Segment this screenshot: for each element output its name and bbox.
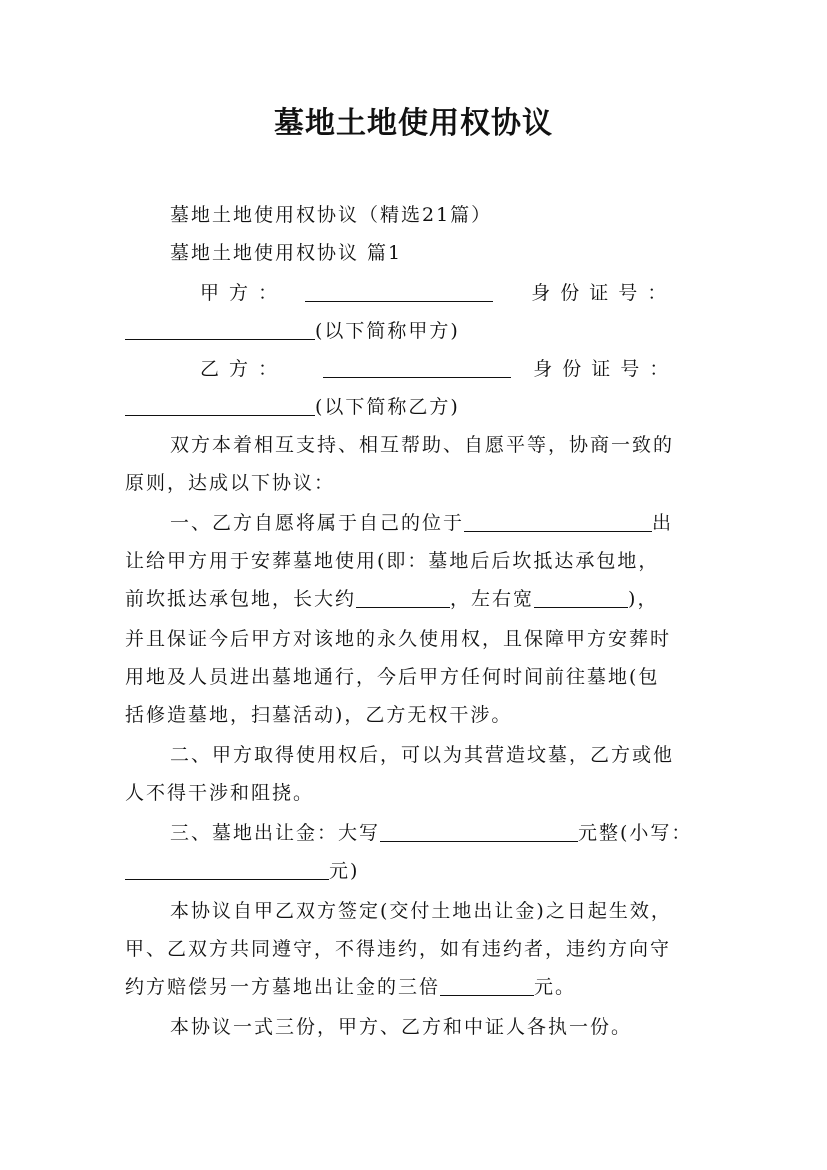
party-a-line: [200, 278, 715, 305]
text-fragment: 元): [329, 860, 360, 882]
text-line: 并且保证今后甲方对该地的永久使用权，且保障甲方安葬时: [125, 628, 672, 650]
blank-field: [125, 396, 315, 416]
text-line: [125, 584, 715, 611]
id-number-label: 身 份 证 号 ：: [533, 358, 671, 380]
party-a-label: 甲 方 ：: [200, 282, 280, 304]
id-number-label: 身 份 证 号 ：: [531, 282, 669, 304]
blank-field: [464, 512, 652, 532]
text-line: 用地及人员进出墓地通行，今后甲方任何时间前往墓地(包: [125, 666, 660, 688]
text-line: 括修造墓地，扫墓活动)，乙方无权干涉。: [125, 704, 513, 726]
text-line: 二、甲方取得使用权后，可以为其营造坟墓，乙方或他: [170, 744, 675, 766]
text-fragment: ，左右宽: [450, 588, 535, 610]
text-line: [170, 818, 760, 845]
blank-field: [440, 976, 534, 996]
text-fragment: (以下简称乙方): [315, 396, 460, 418]
text-line: 原则，达成以下协议：: [125, 472, 336, 494]
blank-field: [323, 358, 511, 378]
text-line: 墓地土地使用权协议（精选21篇）: [170, 204, 493, 226]
text-fragment: 三、墓地出让金：大写: [170, 822, 381, 844]
blank-field: [356, 588, 450, 608]
text-fragment: 一、乙方自愿将属于自己的位于: [170, 512, 465, 534]
blank-field: [534, 588, 628, 608]
party-b-label: 乙 方 ：: [200, 358, 280, 380]
text-line: [170, 508, 760, 535]
text-fragment: )，: [628, 588, 659, 610]
text-line: [125, 856, 715, 883]
text-line: 本协议一式三份，甲方、乙方和中证人各执一份。: [170, 1016, 633, 1038]
text-fragment: 元整(小写：: [578, 822, 693, 844]
party-b-line: [200, 354, 715, 381]
text-line: [125, 972, 715, 999]
text-fragment: (以下简称甲方): [315, 320, 460, 342]
blank-field: [305, 282, 493, 302]
text-fragment: 前坎抵达承包地，长大约: [125, 588, 357, 610]
text-line: 双方本着相互支持、相互帮助、自愿平等，协商一致的: [170, 434, 675, 456]
text-line: 人不得干涉和阻挠。: [125, 782, 315, 804]
text-line: 墓地土地使用权协议 篇1: [170, 242, 403, 264]
text-fragment: 约方赔偿另一方墓地出让金的三倍: [125, 976, 441, 998]
text-line: [125, 316, 715, 343]
document-title: 墓地土地使用权协议: [274, 106, 553, 141]
blank-field: [125, 320, 315, 340]
blank-field: [380, 822, 578, 842]
text-fragment: 元。: [534, 976, 577, 998]
text-line: 甲、乙双方共同遵守，不得违约，如有违约者，违约方向守: [125, 938, 672, 960]
blank-field: [125, 860, 329, 880]
text-fragment: 出: [652, 512, 674, 534]
text-line: 让给甲方用于安葬墓地使用(即：墓地后后坎抵达承包地，: [125, 550, 660, 572]
text-line: [125, 392, 715, 419]
text-line: 本协议自甲乙双方签定(交付土地出让金)之日起生效，: [170, 900, 672, 922]
